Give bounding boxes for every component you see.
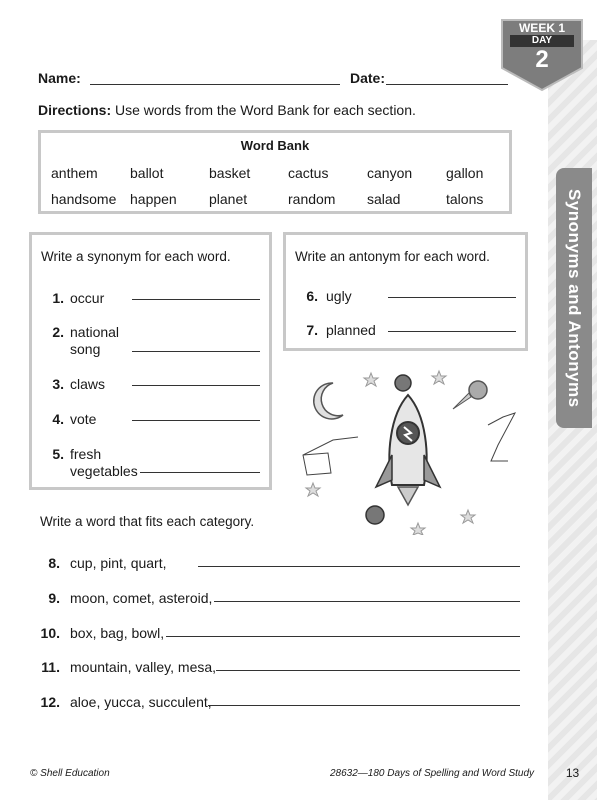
name-label: Name:	[38, 70, 81, 86]
section-tab-label: Synonyms and Antonyms	[565, 188, 584, 408]
item-number: 9.	[48, 590, 60, 606]
item-prompt: box, bag, bowl,	[70, 625, 165, 641]
answer-line[interactable]	[198, 566, 520, 567]
item-number: 12.	[40, 694, 60, 710]
book-title: 28632—180 Days of Spelling and Word Study	[330, 768, 535, 779]
item-number: 10.	[40, 625, 60, 641]
answer-line[interactable]	[216, 670, 520, 671]
day-number: 2	[535, 46, 549, 73]
word-bank-word: handsome	[51, 191, 117, 207]
directions	[38, 102, 416, 118]
word-bank-word: anthem	[51, 165, 98, 181]
item-prompt: claws	[70, 376, 106, 392]
answer-line[interactable]	[208, 705, 520, 706]
item-prompt-line2: vegetables	[70, 463, 138, 479]
rocket-illustration-icon	[293, 365, 528, 535]
item-number: 5.	[52, 446, 64, 462]
answer-line[interactable]	[140, 472, 260, 473]
item-number: 7.	[306, 322, 318, 338]
answer-line[interactable]	[388, 297, 516, 298]
answer-line[interactable]	[166, 636, 520, 637]
word-bank-title: Word Bank	[240, 138, 310, 153]
item-prompt: mountain, valley, mesa,	[70, 659, 217, 675]
answer-line[interactable]	[132, 299, 260, 300]
item-prompt-line2: song	[70, 341, 101, 357]
word-bank-word: canyon	[367, 165, 413, 181]
item-number: 4.	[52, 411, 64, 427]
item-number: 11.	[41, 659, 60, 675]
answer-line[interactable]	[132, 420, 260, 421]
copyright: © Shell Education	[30, 768, 110, 779]
antonym-section	[283, 232, 528, 351]
category-section-title: Write a word that fits each category.	[40, 514, 255, 529]
word-bank-word: planet	[209, 191, 248, 207]
item-prompt: fresh	[70, 446, 102, 462]
answer-line[interactable]	[214, 601, 520, 602]
item-number: 2.	[52, 324, 64, 340]
answer-line[interactable]	[132, 351, 260, 352]
item-prompt: moon, comet, asteroid,	[70, 590, 213, 606]
word-bank-word: basket	[209, 165, 251, 181]
item-prompt: national	[70, 324, 120, 340]
word-bank-word: salad	[367, 191, 401, 207]
word-bank-word: ballot	[130, 165, 164, 181]
page-number: 13	[565, 766, 580, 780]
synonym-section	[29, 232, 272, 490]
item-number: 1.	[52, 290, 64, 306]
section-tab	[556, 168, 592, 428]
date-answer-line[interactable]	[386, 84, 508, 85]
day-label: DAY	[531, 35, 553, 46]
week-day-badge	[500, 18, 584, 92]
word-bank-word: random	[288, 191, 336, 207]
word-bank-word: happen	[130, 191, 177, 207]
word-bank-word: cactus	[288, 165, 329, 181]
directions-text: Use words from the Word Bank for each section.	[111, 102, 416, 118]
answer-line[interactable]	[132, 385, 260, 386]
item-number: 3.	[52, 376, 64, 392]
item-prompt: aloe, yucca, succulent,	[70, 694, 212, 710]
item-prompt: planned	[326, 322, 376, 338]
item-prompt: cup, pint, quart,	[70, 555, 167, 571]
synonym-section-title: Write a synonym for each word.	[41, 249, 231, 264]
item-prompt: occur	[70, 290, 105, 306]
directions-label: Directions:	[38, 102, 112, 118]
item-number: 6.	[306, 288, 318, 304]
answer-line[interactable]	[388, 331, 516, 332]
word-bank-word: gallon	[446, 165, 484, 181]
item-prompt: vote	[70, 411, 97, 427]
week-label: WEEK 1	[518, 21, 565, 35]
antonym-section-title: Write an antonym for each word.	[295, 249, 490, 264]
word-bank-word: talons	[446, 191, 484, 207]
word-bank	[38, 130, 512, 214]
item-number: 8.	[48, 555, 60, 571]
date-label: Date:	[350, 70, 386, 86]
item-prompt: ugly	[326, 288, 352, 304]
name-answer-line[interactable]	[90, 84, 340, 85]
